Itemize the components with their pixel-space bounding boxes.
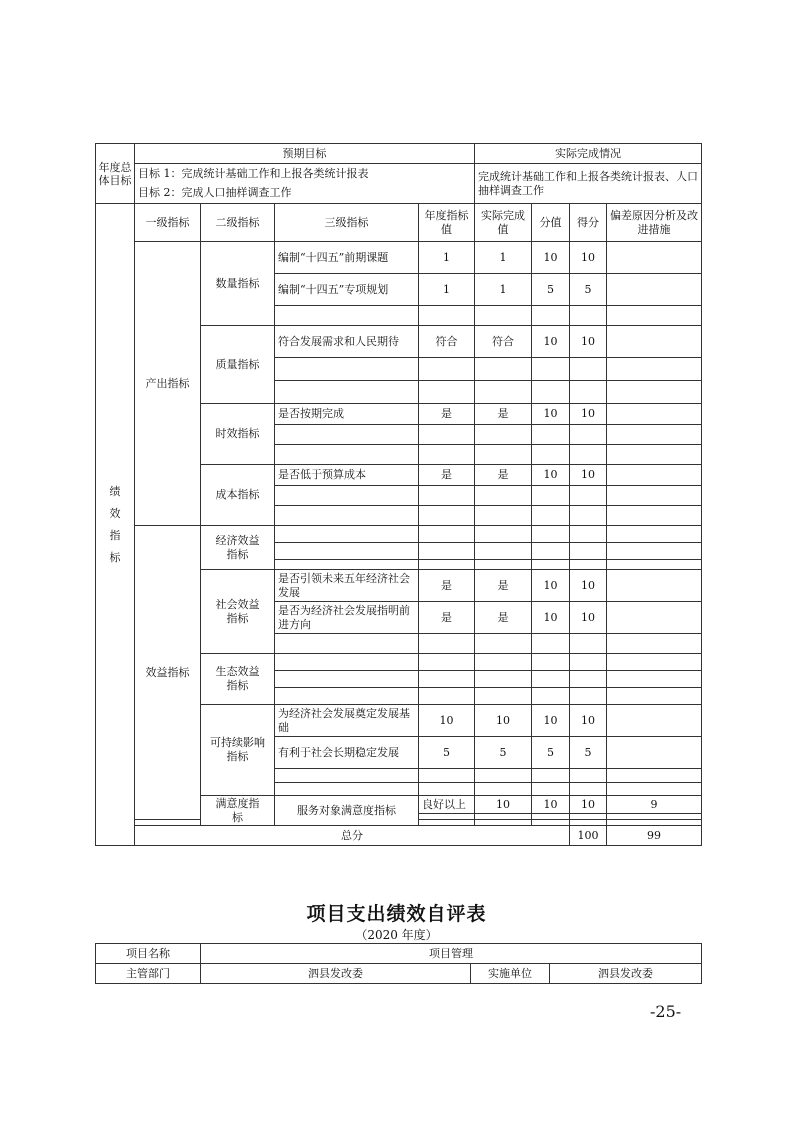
row-name: 是否按期完成 (275, 404, 419, 425)
row-target: 符合 (419, 326, 475, 358)
total-score: 99 (607, 826, 702, 846)
row-actual: 1 (475, 242, 532, 274)
subgroup-cost: 成本指标 (201, 465, 275, 526)
row-score: 10 (570, 602, 607, 634)
row-name: 符合发展需求和人民期待 (275, 326, 419, 358)
row-name: 为经济社会发展奠定发展基础 (275, 705, 419, 737)
row-actual: 符合 (475, 326, 532, 358)
performance-indicator-label: 绩效指标 (96, 204, 135, 846)
subgroup-quantity: 数量指标 (201, 242, 275, 326)
row-score: 9 (607, 796, 702, 814)
row-score: 10 (570, 404, 607, 425)
actual-completion-header: 实际完成情况 (475, 144, 702, 164)
impl-label: 实施单位 (471, 964, 550, 984)
header-level2: 二级指标 (201, 204, 275, 242)
overall-goal-label: 年度总体目标 (96, 144, 135, 204)
row-actual: 10 (532, 796, 570, 814)
dept-value: 泗县发改委 (201, 964, 471, 984)
row-target: 10 (419, 705, 475, 737)
row-value: 10 (570, 796, 607, 814)
row-target: 10 (475, 796, 532, 814)
row-target: 是 (419, 602, 475, 634)
impl-value: 泗县发改委 (550, 964, 702, 984)
header-level3: 三级指标 (275, 204, 419, 242)
subgroup-quality: 质量指标 (201, 326, 275, 404)
subgroup-ecological: 生态效益指标 (201, 654, 275, 705)
row-actual: 是 (475, 602, 532, 634)
subgroup-economic: 经济效益指标 (201, 526, 275, 570)
row-value: 10 (532, 404, 570, 425)
row-target: 是 (419, 570, 475, 602)
subgroup-service: 服务对象满意度指标 (275, 796, 419, 826)
project-name-label: 项目名称 (96, 944, 201, 964)
row-name: 是否为经济社会发展指明前进方向 (275, 602, 419, 634)
actual-completion-text: 完成统计基础工作和上报各类统计报表、人口抽样调查工作 (475, 164, 702, 204)
row-target: 是 (419, 465, 475, 486)
row-actual: 1 (475, 274, 532, 306)
expected-goal-header: 预期目标 (135, 144, 475, 164)
row-name: 良好以上 (419, 796, 475, 814)
row-score: 10 (570, 242, 607, 274)
row-actual: 是 (475, 570, 532, 602)
row-score: 5 (570, 737, 607, 769)
row-target: 是 (419, 404, 475, 425)
header-deviation: 偏差原因分析及改进措施 (607, 204, 702, 242)
row-value: 10 (532, 570, 570, 602)
table-row (96, 242, 702, 274)
row-value: 10 (532, 705, 570, 737)
row-name: 有利于社会长期稳定发展 (275, 737, 419, 769)
row-target: 5 (419, 737, 475, 769)
row-value: 10 (532, 326, 570, 358)
row-value: 10 (532, 465, 570, 486)
subgroup-social: 社会效益指标 (201, 570, 275, 654)
row-actual: 是 (475, 465, 532, 486)
row-value: 10 (532, 242, 570, 274)
row-actual: 是 (475, 404, 532, 425)
total-row (96, 826, 702, 846)
goal-2: 目标 2：完成人口抽样调查工作 (135, 184, 475, 204)
row-score: 10 (570, 705, 607, 737)
row-name: 是否引领未来五年经济社会发展 (275, 570, 419, 602)
next-table-title: 项目支出绩效自评表 (306, 903, 487, 925)
performance-table (95, 143, 702, 846)
row-value: 5 (532, 737, 570, 769)
subgroup-sustainable: 可持续影响指标 (201, 705, 275, 796)
total-value: 100 (570, 826, 607, 846)
subgroup-timeliness: 时效指标 (201, 404, 275, 465)
header-score-value: 分值 (532, 204, 570, 242)
header-level1: 一级指标 (135, 204, 201, 242)
row-target: 1 (419, 274, 475, 306)
project-info-table (95, 943, 702, 984)
row-score: 10 (570, 326, 607, 358)
row-name: 编制“十四五”专项规划 (275, 274, 419, 306)
row-target: 1 (419, 242, 475, 274)
row-value: 5 (532, 274, 570, 306)
group-output: 产出指标 (135, 242, 201, 526)
row-name: 是否低于预算成本 (275, 465, 419, 486)
group-benefit: 效益指标 (135, 526, 201, 820)
header-annual-target: 年度指标值 (419, 204, 475, 242)
group-satisfaction: 满意度指标 (201, 796, 275, 826)
dept-label: 主管部门 (96, 964, 201, 984)
header-score-got: 得分 (570, 204, 607, 242)
goal-1: 目标 1：完成统计基础工作和上报各类统计报表 (135, 164, 475, 184)
total-label: 总分 (135, 826, 570, 846)
project-name: 项目管理 (201, 944, 702, 964)
row-actual: 10 (475, 705, 532, 737)
page-number: -25- (650, 1002, 682, 1021)
row-score: 10 (570, 465, 607, 486)
row-score: 5 (570, 274, 607, 306)
next-table-year: （2020 年度） (355, 928, 438, 942)
row-value: 10 (532, 602, 570, 634)
row-name: 编制“十四五”前期课题 (275, 242, 419, 274)
header-actual-value: 实际完成值 (475, 204, 532, 242)
row-actual: 5 (475, 737, 532, 769)
row-score: 10 (570, 570, 607, 602)
